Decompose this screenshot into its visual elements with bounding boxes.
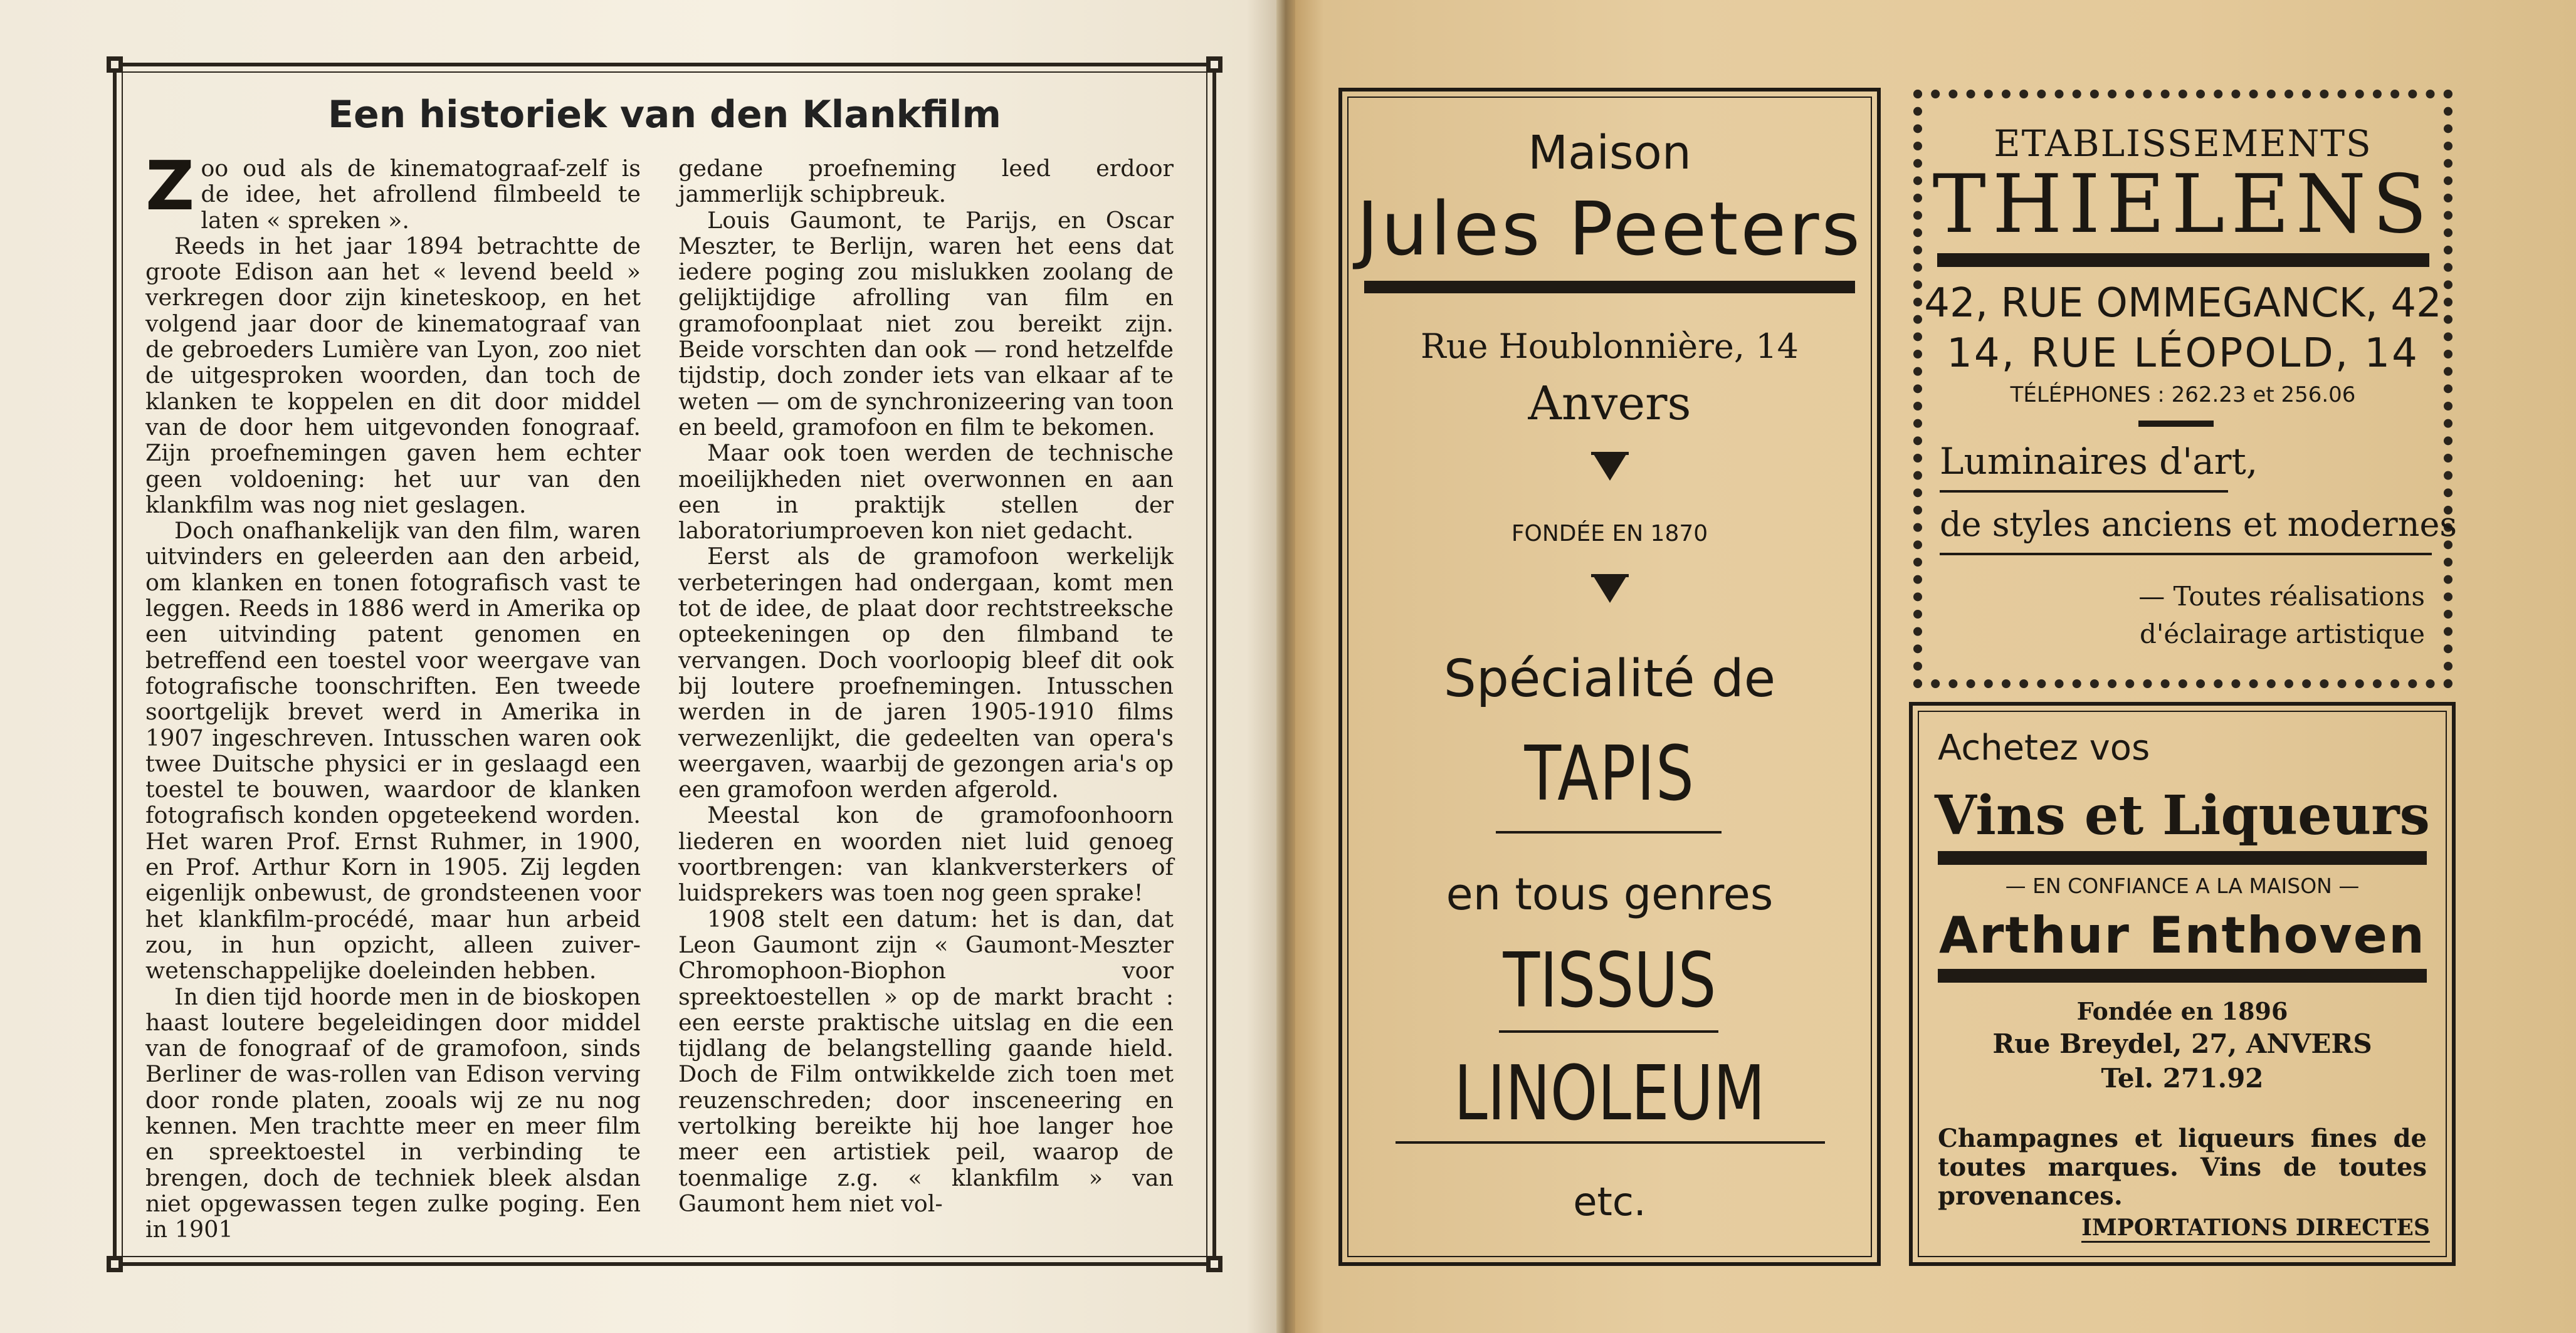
- ad-address-1: 42, RUE OMMEGANCK, 42: [1924, 280, 2442, 327]
- ad-company-name: Arthur Enthoven: [1939, 906, 2426, 964]
- ad-address-2: 14, RUE LÉOPOLD, 14: [1947, 330, 2419, 377]
- ad-tapis: TAPIS: [1524, 731, 1695, 818]
- ad-street: Rue Houblonnière, 14: [1421, 327, 1799, 366]
- ad-founded: FONDÉE EN 1870: [1511, 521, 1708, 546]
- ad-street: Rue Breydel, 27, ANVERS: [1992, 1028, 2372, 1059]
- underline-rule: [1396, 1141, 1825, 1144]
- ad-linoleum: LINOLEUM: [1454, 1050, 1765, 1137]
- article-paragraph: Louis Gaumont, te Parijs, en Oscar Meszter, te Berlijn, waren het eens dat iedere poging zou mislukken zoolang de gelijktijdige afrolling van film en gramofoonplaat niet zou bereikt zijn. Beide vorschten dan ook — rond hetzelfde tijdstip, doch zonder iets van elkaar af te weten — om de synchronizeering van toon en beeld, gramofoon en film te bekomen.: [678, 206, 1174, 441]
- article-paragraph: Reeds in het jaar 1894 betrachtte de groote Edison aan het « levend beeld » verkregen door zijn kineteskoop, en het volgend jaar door de kinematograaf van de gebroeders Lumière van Lyon, zoo niet de uitgesproken woorden, dan toch de klanken te koppelen en dit door middel van de door hem uitgevonden fonograaf. Zijn proefnemingen gaven hem echter geen voldoening: het uur van den klankfilm was nog niet geslagen.: [145, 232, 641, 518]
- divider-bar: [1364, 281, 1855, 293]
- ad-maison-label: Maison: [1528, 126, 1691, 180]
- ad-specialite: Spécialité de: [1443, 649, 1776, 709]
- ad-line-realisations: — Toutes réalisations: [2138, 581, 2425, 612]
- ad-thielens: [1913, 90, 2458, 688]
- ad-vins-liqueurs: Vins et Liqueurs: [1935, 784, 2430, 847]
- ad-tissus: TISSUS: [1503, 938, 1716, 1025]
- ad-confiance: — EN CONFIANCE A LA MAISON —: [2005, 874, 2360, 898]
- border-corner-ornament: [1206, 1256, 1222, 1272]
- ad-etc: etc.: [1573, 1179, 1646, 1225]
- divider-bar: [1937, 253, 2429, 267]
- ad-importations: IMPORTATIONS DIRECTES: [2081, 1215, 2430, 1243]
- ad-phone: Tel. 271.92: [2101, 1063, 2264, 1094]
- drop-cap: Z: [145, 147, 195, 226]
- border-corner-ornament: [1206, 56, 1222, 73]
- article-paragraph: gedane proefneming leed erdoor jammerlijk schipbreuk.: [678, 155, 1174, 208]
- article-paragraph: Eerst als de gramofoon werkelijk verbeteringen had ondergaan, komt men tot de idee, de plaat door rechtstreeksche opteekeningen op den filmband te vervangen. Doch voorloopig bleef dit ook bij loutere proefnemingen. Intusschen werden in de jaren 1905-1910 films verwezenlijkt, die gedeelten van opera's weergaven, waarbij de gezongen aria's op een gramofoon werden afgerold.: [678, 543, 1174, 803]
- ad-phones: TÉLÉPHONES : 262.23 et 256.06: [2010, 382, 2356, 407]
- ad-company-name: Jules Peeters: [1357, 186, 1863, 272]
- ad-description: Champagnes et liqueurs fines de toutes marques. Vins de toutes provenances.: [1938, 1124, 2427, 1211]
- ad-genres: en tous genres: [1446, 869, 1774, 920]
- ad-city: Anvers: [1528, 377, 1691, 431]
- underline-rule: [1940, 553, 2432, 555]
- ad-line-styles: de styles anciens et modernes: [1940, 504, 2458, 544]
- divider-bar: [2138, 421, 2214, 427]
- article-paragraph: Meestal kon de gramofoonhoorn liederen en woorden niet luid genoeg voortbrengen: van klankversterkers of luidsprekers was toen nog geen sprake!: [678, 802, 1174, 907]
- border-corner-ornament: [107, 1256, 123, 1272]
- ad-founded: Fondée en 1896: [2076, 997, 2288, 1025]
- article-paragraph: Maar ook toen werden de technische moeilijkheden niet overwonnen en aan een in praktijk stellen der laboratoriumproeven kon niet gedacht.: [678, 439, 1174, 545]
- border-corner-ornament: [107, 56, 123, 73]
- underline-rule: [1499, 1030, 1718, 1033]
- article-title: Een historiek van den Klankfilm: [328, 93, 1001, 137]
- divider-bar: [1938, 851, 2427, 865]
- underline-rule: [1940, 490, 2228, 493]
- ad-etablissements: ETABLISSEMENTS: [1994, 122, 2372, 165]
- ad-achetez: Achetez vos: [1938, 728, 2150, 768]
- ad-line-luminaires: Luminaires d'art,: [1940, 440, 2258, 483]
- triangle-ornament-icon: [1342, 574, 1877, 608]
- article-paragraph: Doch onafhankelijk van den film, waren uitvinders en geleerden aan den arbeid, om klanken en tonen fotografisch vast te leggen. Reeds in 1886 werd in Amerika op een uitvinding patent genomen en betreffend een toestel voor weergave van fotografische toonschriften. Een tweede soortgelijk brevet werd in Amerika in 1907 ingeschreven. Intusschen waren ook twee Duitsche physici er in geslaagd een toestel te bouwen, waardoor de klanken fotografisch konden opgeteekend worden. Het waren Prof. Ernst Ruhmer, in 1900, en Prof. Arthur Korn in 1905. Zij legden eigenlijk onbewust, de grondsteenen voor het klankfilm-procédé, maar hun arbeid zou, in hun opzicht, alleen zuiver-wetenschappelijke doeleinden hebben.: [145, 517, 641, 985]
- ad-jules-peeters: [1338, 88, 1881, 1266]
- article-column-1: [145, 147, 641, 1243]
- article-paragraph: In dien tijd hoorde men in de bioskopen haast loutere begeleidingen door middel van de fonograaf of de gramofoon, sinds Berliner de was-rollen van Edison verving door ronde platen, zooals wij ze nu nog kennen. Men trachtte meer en meer film en spreektoestel in verbinding te brengen, doch de techniek bleek alsdan niet opgewassen tegen zulke poging. Een in 1901: [145, 983, 641, 1243]
- underline-rule: [1496, 831, 1722, 834]
- ad-company-name: THIELENS: [1932, 158, 2434, 251]
- article-paragraph: Zoo oud als de kinematograaf-zelf is de idee, het afrollend filmbeeld te laten « spreken ».: [145, 147, 641, 234]
- divider-bar: [1938, 969, 2427, 983]
- ad-enthoven: [1909, 702, 2456, 1266]
- article-column-2: [678, 155, 1174, 1216]
- article-paragraph: 1908 stelt een datum: het is dan, dat Leon Gaumont zijn « Gaumont-Meszter Chromophoon-Biophon voor spreektoestellen » op de markt bracht : een eerste praktische uitslag en die een tijdlang de belangstelling gaande hield. Doch de Film ontwikkelde zich toen met reuzenschreden; door insceneering en vertolking bereikte hij hoe langer hoe meer een artistiek peil, waarop de toenmalige z.g. « klankfilm » van Gaumont hem niet vol-: [678, 905, 1174, 1217]
- book-spine: [1276, 0, 1295, 1333]
- ad-line-eclairage: d'éclairage artistique: [2139, 619, 2425, 649]
- triangle-ornament-icon: [1342, 452, 1877, 486]
